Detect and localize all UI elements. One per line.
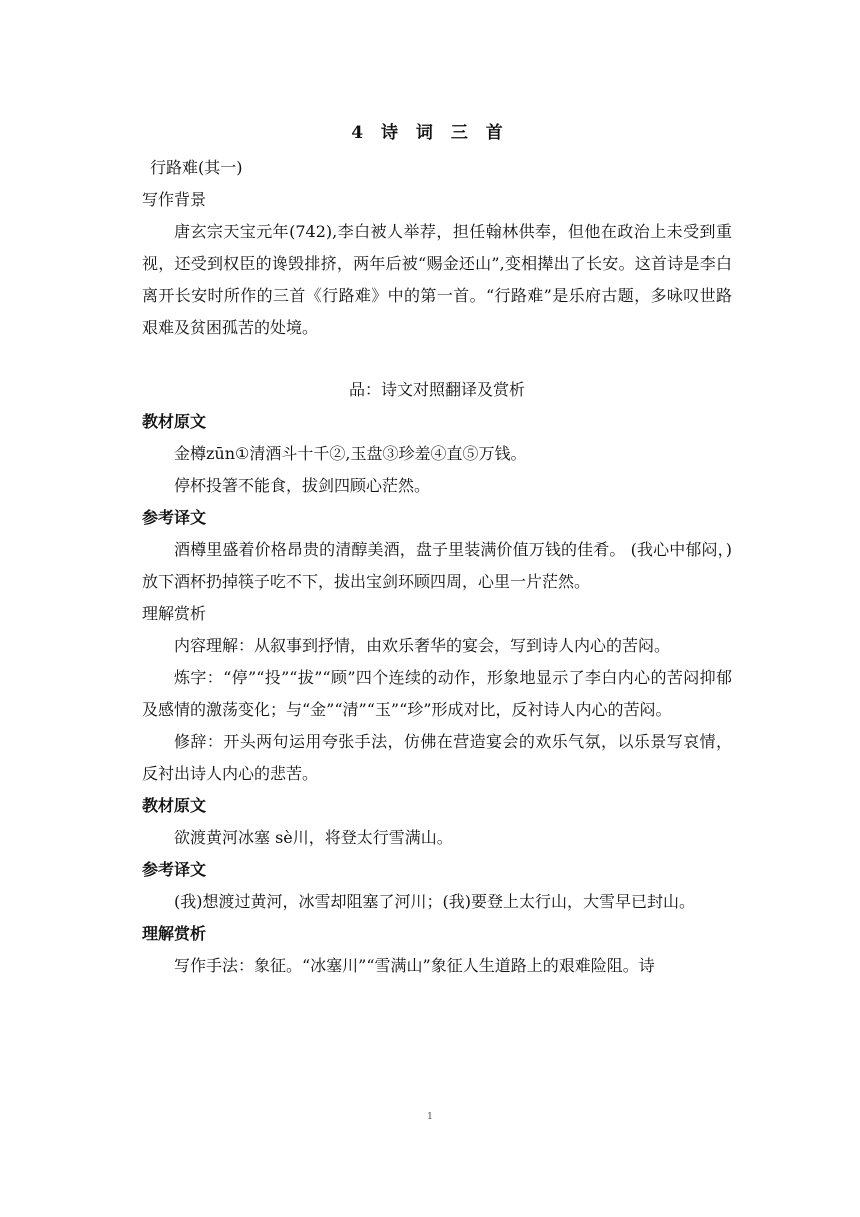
part1-original-line1: 金樽zūn①清酒斗十千②,玉盘③珍羞④直⑤万钱。 — [174, 444, 527, 463]
background-text: 唐玄宗天宝元年(742),李白被人举荐，担任翰林供奉，但他在政治上未受到重视，还受到权臣的谗毁排挤，两年后被“赐金还山”,变相撵出了长安。这首诗是李白离开长安时所作的三首《行路难》中的第一首。“行路难”是乐府古题，多咏叹世路艰难及贫困孤苦的处境。 — [142, 222, 732, 337]
part2-original-line1: 欲渡黄河冰塞 sè川，将登太行雪满山。 — [174, 828, 453, 847]
spacer — [142, 344, 732, 374]
part2-original-heading: 教材原文 — [142, 796, 207, 815]
part2-analysis-technique: 写作手法：象征。“冰塞川”“雪满山”象征人生道路上的艰难险阻。诗 — [174, 956, 655, 975]
part1-analysis-words: 炼字：“停”“投”“拔”“顾”四个连续的动作，形象地显示了李白内心的苦闷抑郁及感情的激荡变化；与“金”“清”“玉”“珍”形成对比，反衬诗人内心的苦闷。 — [142, 668, 732, 719]
page-number: 1 — [427, 1112, 433, 1122]
part1-original-line2: 停杯投箸不能食，拔剑四顾心茫然。 — [174, 476, 431, 495]
part1-analysis-content: 内容理解：从叙事到抒情，由欢乐奢华的宴会，写到诗人内心的苦闷。 — [174, 636, 671, 655]
part1-analysis-heading: 理解赏析 — [142, 604, 207, 623]
part1-analysis-rhetoric: 修辞：开头两句运用夸张手法，仿佛在营造宴会的欢乐气氛，以乐景写哀情，反衬出诗人内心的悲苦。 — [142, 732, 732, 783]
part1-original-heading: 教材原文 — [142, 412, 207, 431]
document-body — [142, 152, 732, 982]
background-heading: 写作背景 — [142, 190, 207, 209]
part1-translation-heading: 参考译文 — [142, 508, 207, 527]
section-title: 品：诗文对照翻译及赏析 — [348, 380, 525, 399]
part2-analysis-heading: 理解赏析 — [142, 924, 207, 943]
part2-translation-heading: 参考译文 — [142, 860, 207, 879]
poem-title: 行路难(其一) — [150, 158, 243, 177]
part2-translation-text: (我)想渡过黄河，冰雪却阻塞了河川；(我)要登上太行山，大雪早已封山。 — [174, 892, 695, 911]
document-title: 4 诗 词 三 首 — [351, 123, 509, 143]
part1-translation-text: 酒樽里盛着价格昂贵的清醇美酒，盘子里装满价值万钱的佳肴。 (我心中郁闷，)放下酒杯扔掉筷子吃不下，拔出宝剑环顾四周，心里一片茫然。 — [142, 540, 732, 591]
